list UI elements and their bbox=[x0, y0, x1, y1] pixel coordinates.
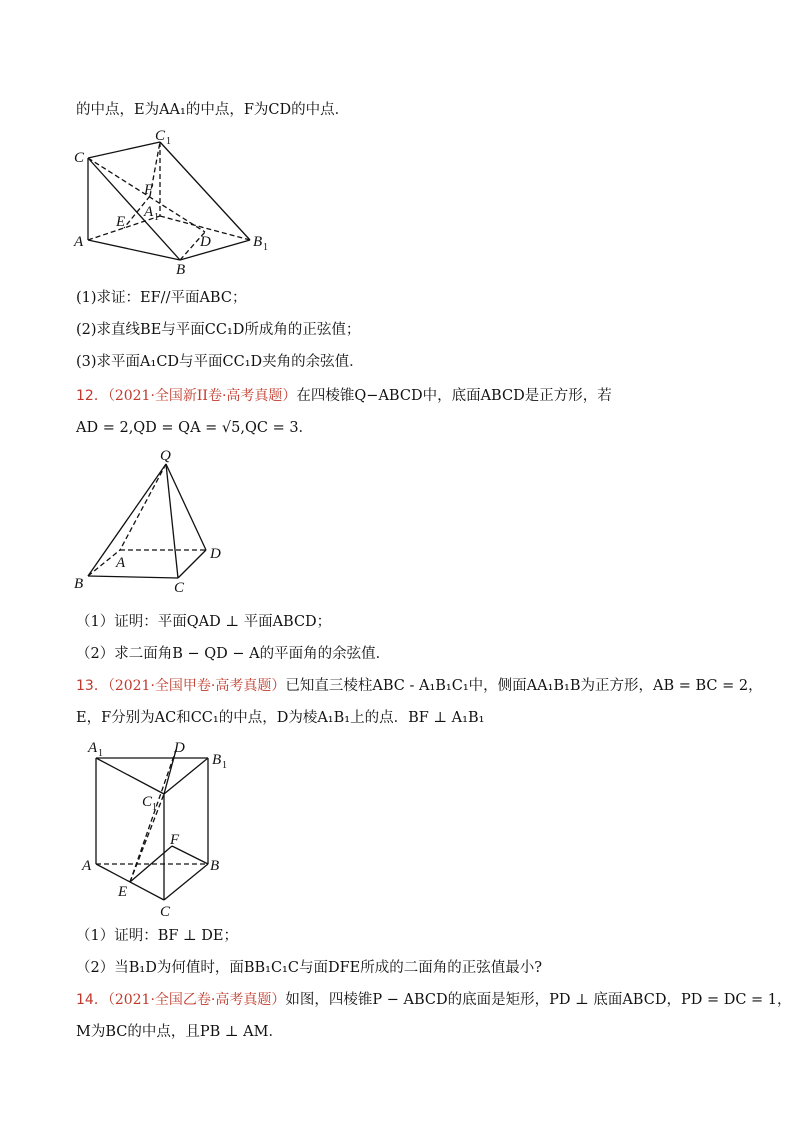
p11-label-E: E bbox=[116, 214, 126, 230]
p11-label-C1-sub: 1 bbox=[166, 136, 171, 147]
p12-header bbox=[76, 386, 612, 406]
p13-label-C1-sub: 1 bbox=[152, 802, 157, 813]
p12-label-C: C bbox=[174, 580, 185, 596]
p11-q1: (1)求证：EF//平面ABC； bbox=[76, 290, 247, 306]
p13-label-E: E bbox=[118, 884, 128, 900]
p13-label-B: B bbox=[210, 858, 220, 874]
p14-header bbox=[76, 990, 792, 1010]
p13-label-A1-sub: 1 bbox=[98, 748, 103, 759]
p11-figure bbox=[60, 128, 290, 280]
p13-q1: （1）证明：BF ⊥ DE； bbox=[76, 928, 239, 944]
p11-label-F: F bbox=[144, 182, 154, 198]
p11-label-A: A bbox=[74, 234, 84, 250]
p14-number: 14． bbox=[76, 992, 108, 1008]
p13-number: 13． bbox=[76, 678, 108, 694]
p12-label-D: D bbox=[210, 546, 221, 562]
p11-label-B1: B bbox=[253, 234, 263, 250]
p13-header bbox=[76, 676, 763, 696]
p11-intro: 的中点，E为AA₁的中点，F为CD的中点． bbox=[76, 102, 350, 118]
p13-text1: 已知直三棱柱ABC - A₁B₁C₁中，侧面AA₁B₁B为正方形，AB = BC = 2， bbox=[285, 678, 763, 694]
p13-label-F: F bbox=[170, 832, 180, 848]
p13-q2: （2）当B₁D为何值时，面BB₁C₁C与面DFE所成的二面角的正弦值最小? bbox=[76, 960, 542, 976]
p14-source: （2021·全国乙卷·高考真题） bbox=[107, 992, 286, 1008]
p11-q3: (3)求平面A₁CD与平面CC₁D夹角的余弦值． bbox=[76, 354, 364, 370]
p13-label-C: C bbox=[160, 904, 171, 920]
p13-text2: E，F分别为AC和CC₁的中点，D为棱A₁B₁上的点．BF ⊥ A₁B₁ bbox=[76, 710, 485, 726]
p12-label-B: B bbox=[74, 576, 84, 592]
p11-label-C1: C bbox=[155, 128, 166, 144]
p11-label-A1-sub: 1 bbox=[154, 212, 159, 223]
p13-label-A1: A bbox=[88, 740, 98, 756]
p12-text1: 在四棱锥Q−ABCD中，底面ABCD是正方形，若 bbox=[296, 388, 612, 404]
p14-text1: 如图，四棱锥P − ABCD的底面是矩形，PD ⊥ 底面ABCD，PD = DC = 1， bbox=[285, 992, 792, 1008]
p12-source: （2021·全国新II卷·高考真题） bbox=[107, 388, 297, 404]
p11-q2: (2)求直线BE与平面CC₁D所成角的正弦值； bbox=[76, 322, 361, 338]
p12-q1: （1）证明：平面QAD ⊥ 平面ABCD； bbox=[76, 614, 332, 630]
p13-label-A: A bbox=[82, 858, 92, 874]
p12-number: 12． bbox=[76, 388, 108, 404]
p13-figure bbox=[78, 736, 238, 920]
p13-label-B1-sub: 1 bbox=[222, 760, 227, 771]
p13-label-B1: B bbox=[212, 752, 222, 768]
p11-label-D: D bbox=[200, 234, 211, 250]
p12-figure bbox=[70, 446, 250, 596]
p12-q2: （2）求二面角B − QD − A的平面角的余弦值． bbox=[76, 646, 391, 662]
p11-label-B: B bbox=[176, 262, 186, 278]
p13-source: （2021·全国甲卷·高考真题） bbox=[107, 678, 286, 694]
p12-text2: AD = 2,QD = QA = √5,QC = 3． bbox=[76, 420, 314, 436]
p11-label-C: C bbox=[74, 150, 85, 166]
p12-label-A: A bbox=[116, 555, 126, 571]
p13-label-C1: C bbox=[142, 794, 153, 810]
p11-label-A1: A bbox=[144, 204, 154, 220]
p12-label-Q: Q bbox=[160, 448, 171, 464]
p13-label-D: D bbox=[174, 740, 185, 756]
p14-text2: M为BC的中点，且PB ⊥ AM． bbox=[76, 1024, 283, 1040]
p11-label-B1-sub: 1 bbox=[263, 242, 268, 253]
